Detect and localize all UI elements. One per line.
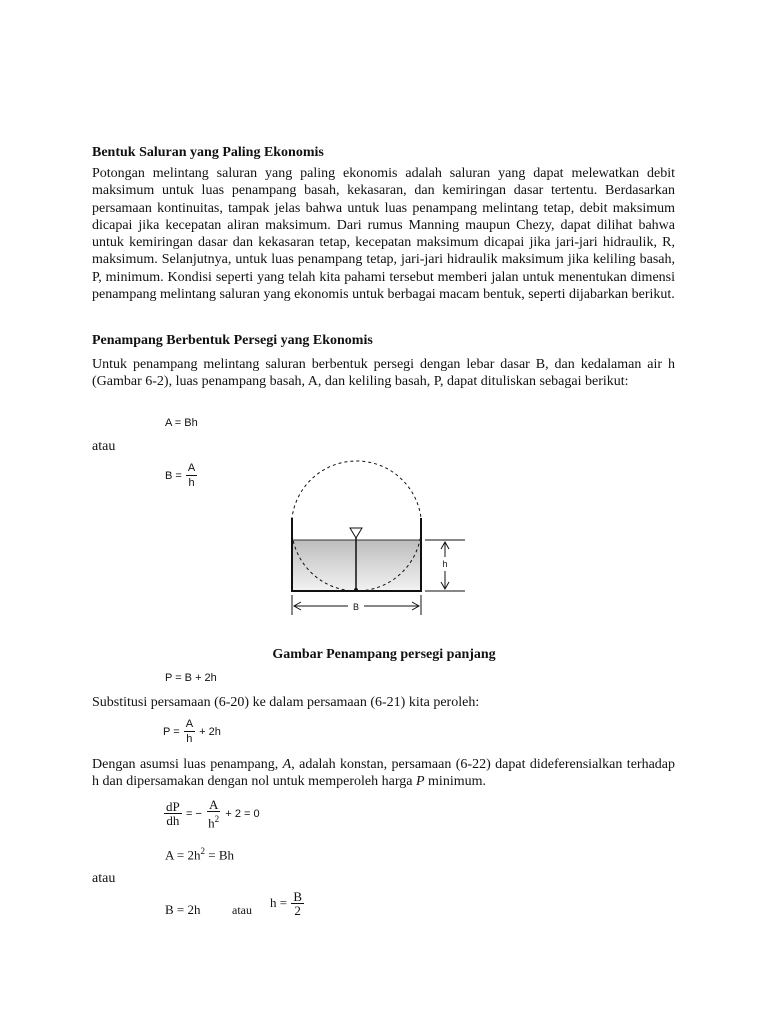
eq5-denominator-h: h — [208, 815, 215, 831]
section-heading-persegi: Penampang Berbentuk Persegi yang Ekonomis — [92, 333, 373, 348]
eq4-numerator: A — [185, 718, 194, 730]
paragraph-persegi — [92, 356, 675, 391]
eq5-denominator-dh: dh — [166, 813, 180, 829]
paragraph-persegi-text: Untuk penampang melintang saluran berbentuk persegi dengan lebar dasar B, dan kedalaman air h (Gambar 6-2), luas penampang basah, A, dan keliling basah, P, dapat dituliskan sebagai berikut: — [92, 357, 675, 390]
equation-area: A = Bh — [165, 417, 198, 429]
water-level-triangle-icon — [350, 528, 362, 538]
eq6-superscript: 2 — [200, 846, 206, 856]
eq5-superscript-2: 2 — [214, 814, 220, 824]
rectangular-channel-figure — [280, 458, 480, 620]
eq4-rhs: + 2h — [199, 725, 221, 738]
atau-text-2: atau — [92, 871, 116, 886]
paragraph-assumption-text — [92, 756, 675, 791]
eq6-part-b: = Bh — [208, 847, 235, 863]
eq4-lhs: P = — [163, 725, 180, 738]
equation-width — [165, 462, 198, 490]
eq2-lhs: B = — [165, 469, 182, 482]
eq5-numerator-dp: dP — [166, 799, 180, 815]
eq5-numerator-a: A — [208, 797, 219, 812]
equation-b-2h: B = 2h — [165, 902, 201, 917]
eq7-fraction — [291, 890, 304, 918]
equation-h-b-over-2 — [270, 890, 305, 918]
eq5-fraction-a-h2 — [206, 798, 221, 830]
paragraph-ekonomis — [92, 165, 675, 303]
eq6-part-a: A = 2h — [165, 847, 201, 863]
assume-text-1: Dengan asumsi luas penampang, — [92, 757, 279, 772]
eq2-fraction — [186, 462, 197, 490]
equation-atau-inline: atau — [232, 903, 252, 917]
eq5-rhs: + 2 = 0 — [225, 808, 260, 821]
eq5-fraction-dp-dh — [164, 800, 182, 828]
dim-label-h: h — [442, 559, 448, 569]
section-heading-ekonomis: Bentuk Saluran yang Paling Ekonomis — [92, 145, 324, 160]
eq7-denominator: 2 — [294, 903, 301, 918]
equation-derivative — [163, 798, 260, 830]
eq2-numerator: A — [187, 462, 196, 474]
equation-perimeter: P = B + 2h — [165, 672, 217, 684]
equation-area-result — [165, 846, 234, 863]
eq4-denominator: h — [186, 733, 193, 745]
atau-text-1: atau — [92, 439, 116, 454]
bottom-point — [354, 588, 358, 592]
assume-variable-a: A — [282, 757, 292, 772]
eq7-h-lhs: h = — [270, 894, 288, 910]
equation-perimeter-substituted — [163, 718, 221, 746]
assume-text-3: minimum. — [428, 774, 486, 790]
assume-text-2: , adalah konstan, persamaan (6-22) dapat dideferensialkan terhadap h dan dipersamakan dengan nol untuk memperoleh harga — [92, 757, 675, 790]
paragraph-assumption — [92, 756, 675, 791]
dim-label-b: B — [352, 602, 360, 612]
substitution-text: Substitusi persamaan (6-20) ke dalam persamaan (6-21) kita peroleh: — [92, 695, 480, 710]
figure-caption: Gambar Penampang persegi panjang — [272, 647, 496, 662]
paragraph-ekonomis-text: Potongan melintang saluran yang paling ekonomis adalah saluran yang dapat melewatkan debit maksimum untuk luas penampang basah, kekasaran, dan kemiringan dasar tertentu. Berdasarkan persamaan kontinuitas, tampak jelas bahwa untuk luas penampang melintang tetap, debit maksimum dicapai jika kecepatan aliran maksimum. Dari rumus Manning maupun Chezy, dapat dilihat bahwa untuk kemiringan dasar dan kekasaran tetap, kecepatan maksimum dicapai jika jari-jari hidraulik, R, maksimum. Selanjutnya, untuk luas penampang tetap, jari-jari hidraulik maksimum jika keliling basah, P, minimum. Kondisi seperti yang telah kita pahami tersebut memberi jalan untuk menentukan dimensi penampang melintang saluran yang ekonomis untuk berbagai macam bentuk, seperti dijabarkan berikut. — [92, 166, 675, 303]
eq2-denominator: h — [188, 477, 195, 489]
eq5-denominator-h2 — [206, 812, 221, 830]
assume-variable-p: P — [415, 774, 425, 790]
eq7-numerator: B — [293, 889, 303, 904]
eq4-fraction — [184, 718, 195, 746]
eq5-middle: = − — [185, 808, 202, 821]
